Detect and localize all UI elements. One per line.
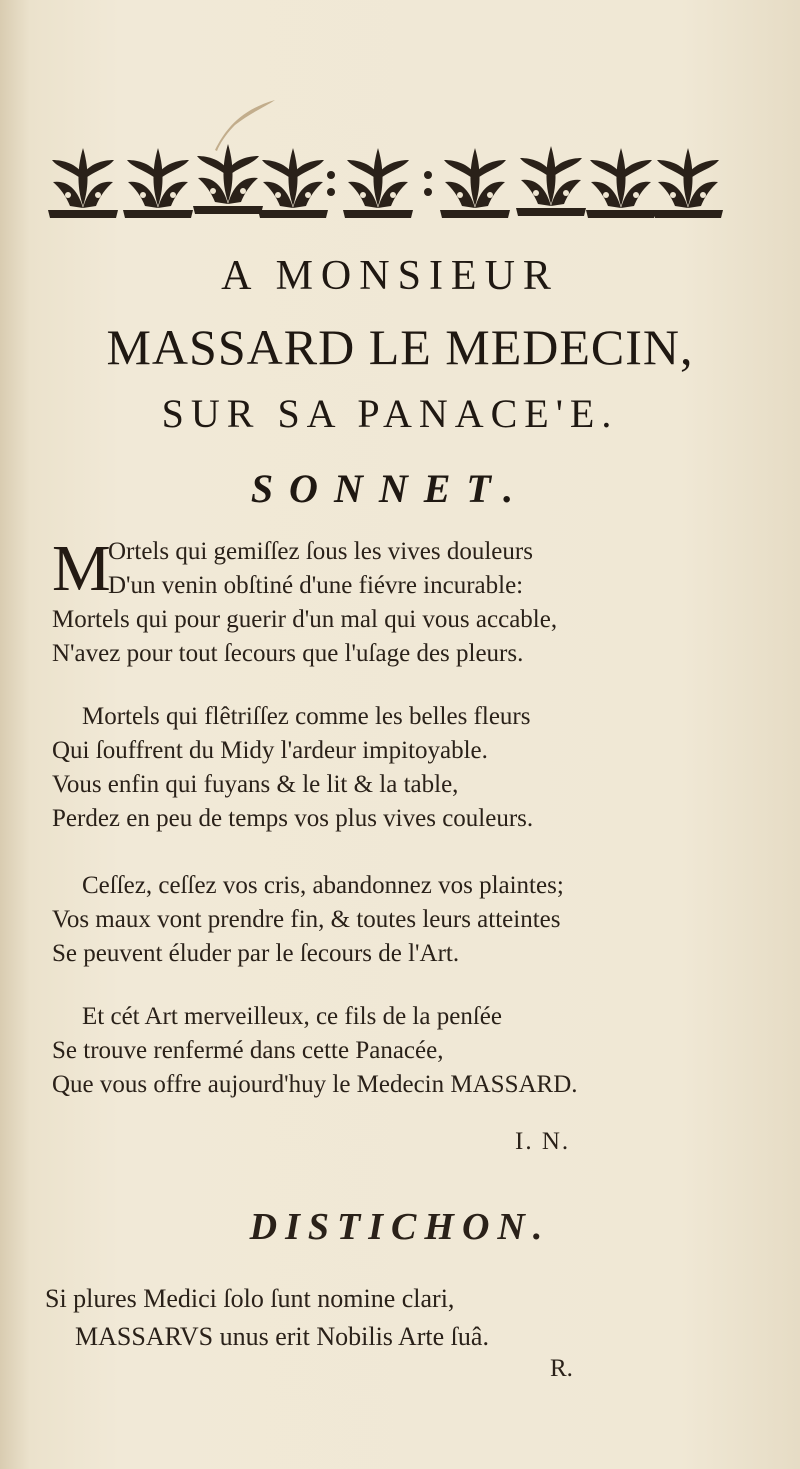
verse-line: Ceſſez, ceſſez vos cris, abandonnez vos plaintes; [82, 872, 564, 899]
floral-ornament-band [48, 140, 728, 225]
sonnet-stanza-1 [52, 532, 742, 671]
latin-verse-line: MASSARVS unus erit Nobilis Arte ſuâ. [75, 1322, 489, 1351]
dedication-line: A MONSIEUR [221, 253, 559, 299]
drop-cap: M [52, 532, 111, 605]
distichon-signature: R. [550, 1355, 573, 1382]
verse-line: Que vous offre aujourd'huy le Medecin MASSARD. [52, 1071, 578, 1098]
verse-line: Se trouve renfermé dans cette Panacée, [52, 1037, 444, 1064]
verse-line: N'avez pour tout ſecours que l'uſage des pleurs. [52, 640, 524, 667]
verse-line: Qui ſouffrent du Midy l'ardeur impitoyable. [52, 737, 488, 764]
latin-verse-line: Si plures Medici ſolo ſunt nomine clari, [45, 1284, 455, 1313]
sonnet-signature: I. N. [515, 1128, 571, 1155]
verse-line: Mortels qui flêtriſſez comme les belles fleurs [82, 703, 531, 730]
distichon-verses [45, 1280, 745, 1356]
verse-line: Se peuvent éluder par le ſecours de l'Art. [52, 940, 460, 967]
sonnet-title: SONNET. [250, 466, 530, 511]
dedication-name: MASSARD LE MEDECIN, [106, 319, 694, 375]
sonnet-stanza-2 [52, 700, 742, 836]
verse-line: Et cét Art merveilleux, ce fils de la penſée [82, 1003, 502, 1030]
verse-line: D'un venin obſtiné d'une fiévre incurable: [108, 572, 524, 599]
dedication-subject: SUR SA PANACE'E. [161, 391, 619, 436]
verse-line: Ortels qui gemiſſez ſous les vives douleurs [108, 538, 533, 565]
verse-line: Vos maux vont prendre fin, & toutes leurs atteintes [52, 906, 561, 933]
verse-line: Vous enfin qui fuyans & le lit & la table, [52, 771, 459, 798]
distichon-title: DISTICHON. [249, 1206, 551, 1248]
verse-line: Mortels qui pour guerir d'un mal qui vous accable, [52, 606, 558, 633]
verse-line: Perdez en peu de temps vos plus vives couleurs. [52, 805, 534, 832]
sonnet-stanza-4 [52, 1000, 742, 1102]
sonnet-stanza-3 [52, 869, 742, 971]
